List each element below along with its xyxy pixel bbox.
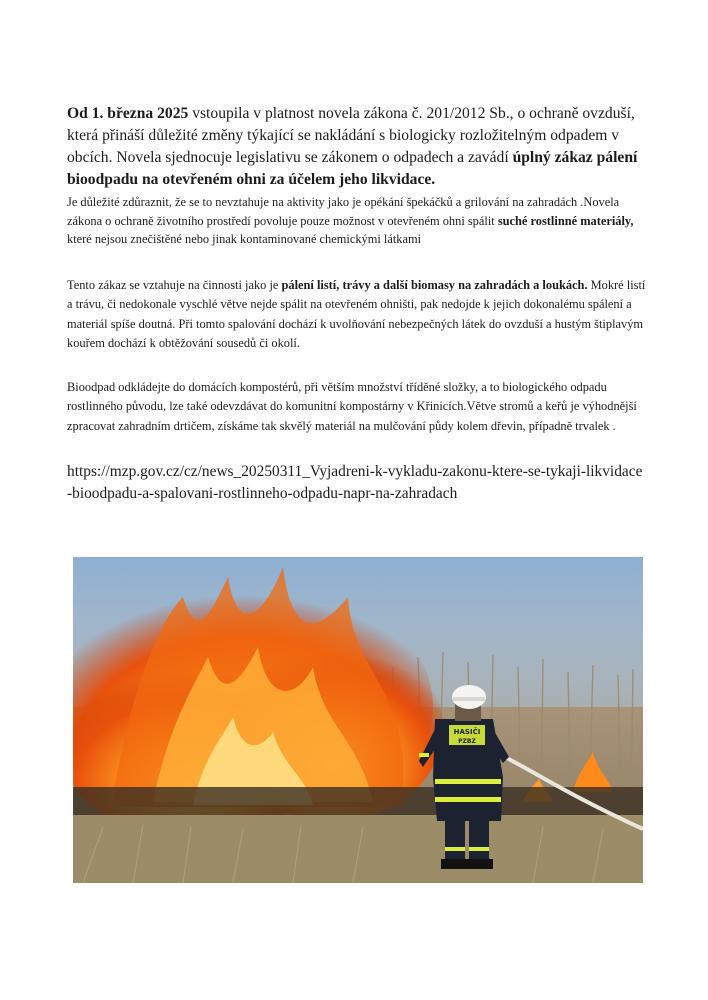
scope-text-end: Mokré listí a trávu, či nedokonale vyschlé větve nejde spálit na otevřeném ohništi, pak nedojde k jejich dokonalému spálení a materiál spíše doutná. Při tomto spalování dochází k uvolňování nebezpečných látek do ovzduší a hustým štiplavým kouřem dochází k obtěžování sousedů či okolí. [67,278,646,351]
exception-text: Je důležité zdůraznit, že se to nevztahuje na aktivity jako je opékání špekáčků a grilování na zahradách .Novela zákona o ochraně životního prostředí povoluje pouze možnost v otevřeném ohni spálit [67,195,620,228]
intro-paragraph [67,103,647,191]
effective-date: Od 1. března 2025 [67,105,189,122]
composting-paragraph: Bioodpad odkládejte do domácích kompostérů, při větším množství tříděné složky, a to biologického odpadu rostlinného původu, lze také odevzdávat do komunitní kompostárny v Křinicích.Větve stromů a keřů je výhodnější zpracovat zahradním drtičem, získáme tak skvělý materiál na mulčování půdy kolem dřevin, případně trvalek . [67,380,637,433]
scope-text: Tento zákaz se vztahuje na činnosti jako je [67,278,282,292]
burnt-strip [73,787,643,815]
jacket-label-2: PZBZ [458,738,476,745]
scope-paragraph [67,276,647,354]
foreground-grass [73,815,643,883]
firefighter-photo [73,557,643,883]
ban-statement: úplný zákaz pálení bioodpadu na otevřeném ohni za účelem jeho likvidace. [67,149,638,188]
intro-text: vstoupila v platnost novela zákona č. 201/2012 Sb., o ochraně ovzduší, která přináší důležité změny týkající se nakládání s biologicky rozložitelným odpadem v obcích. Novela sjednocuje legislativu se zákonem o odpadech a zavádí [67,105,635,166]
exception-paragraph [67,193,647,249]
burning-emphasis: pálení listí, trávy a další biomasy na zahradách a loukách. [281,278,588,292]
exception-text-end: které nejsou znečištěné nebo jinak kontaminované chemickými látkami [67,232,422,247]
dry-materials-emphasis: suché rostlinné materiály, [497,213,634,228]
source-link[interactable]: https://mzp.gov.cz/cz/news_20250311_Vyjadreni-k-vykladu-zakonu-ktere-se-tykaji-likvidace-bioodpadu-a-spalovani-rostlinneho-odpadu-napr-na-zahradach [67,463,643,502]
jacket-label: HASIČI [453,728,481,736]
